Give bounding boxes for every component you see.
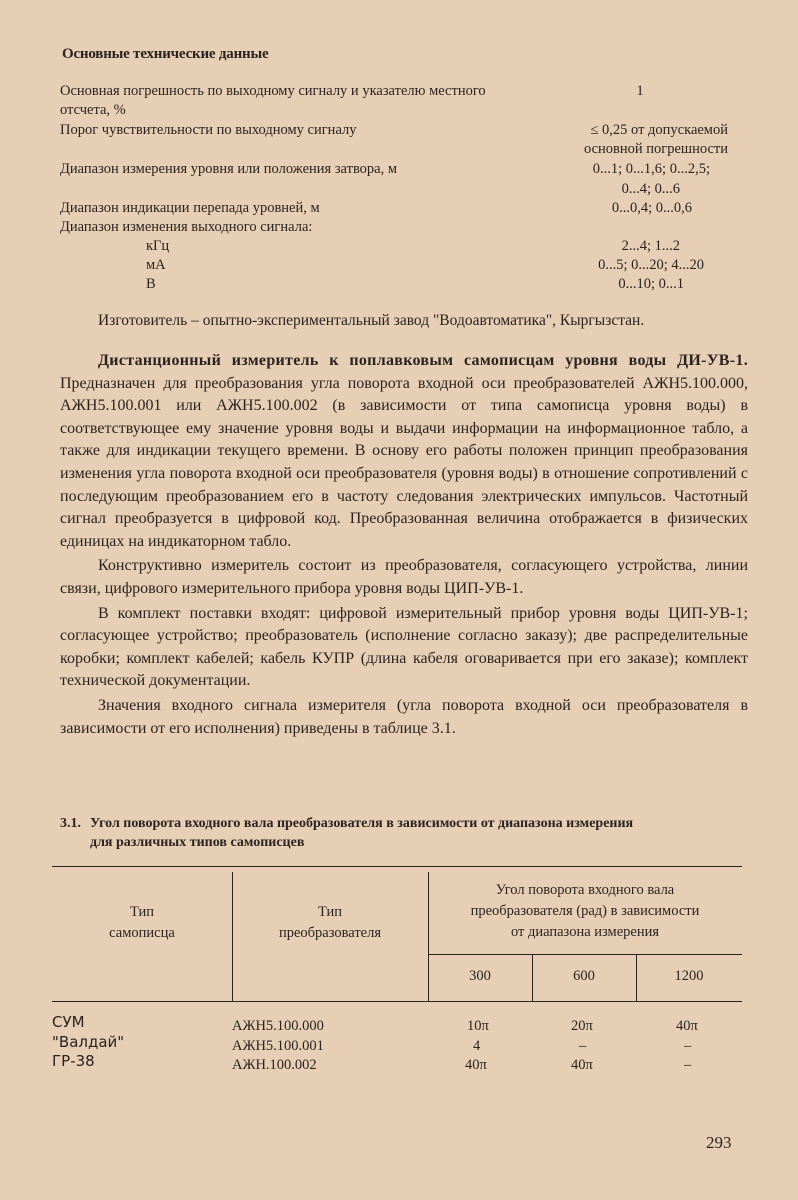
header-angle-line-3: от диапазона измерения [510, 924, 660, 940]
table-row [52, 1057, 752, 1075]
cell-600: 40π [571, 1057, 593, 1073]
spec-threshold [60, 121, 740, 159]
cell-600: – [579, 1038, 587, 1054]
recorder-gr38: ГР-38 [52, 1052, 95, 1070]
table-header-rule [52, 1001, 742, 1002]
spec-indication-value: 0...0,4; 0...0,6 [611, 200, 692, 216]
paragraph-1-text: Предназначен для преобразования угла поворота входной оси преобразователей АЖН5.100.000, АЖН5.100.001 или АЖН5.100.002 (в зависимости от типа самописца уровня воды) в соответствующее ему значение уровня воды и выдачи информации на информационное табло, а также для индикации текущего времени. В основу его работы положен принцип преобразования изменения угла поворота входной оси преобразователя (уровня воды) в отношение сопротивлений с последующим преобразованием его в частоту следования электрических импульсов. Частотный сигнал преобразуется в цифровой код. Преобразованная величина отображается в физических единицах на индикаторном табло. [60, 374, 748, 550]
header-range-600: 600 [573, 968, 595, 984]
spec-output-value-khz: 2...4; 1...2 [621, 238, 680, 254]
spec-range-label: Диапазон измерения уровня или положения затвора, м [60, 161, 398, 177]
description-text [60, 350, 748, 740]
cell-converter: АЖН.100.002 [232, 1057, 317, 1073]
cell-converter: АЖН5.100.000 [232, 1018, 324, 1034]
recorder-valdai: "Валдай" [52, 1033, 125, 1051]
paragraph-2: Конструктивно измеритель состоит из преобразователя, согласующего устройства, линии связи, цифрового измерительного прибора уровня воды ЦИП-УВ-1. [60, 557, 748, 597]
paragraph-1 [60, 350, 748, 553]
cell-1200: 40π [676, 1018, 698, 1034]
header-angle-line-2: преобразователя (рад) в зависимости [470, 903, 700, 919]
spec-accuracy-label: Основная погрешность по выходному сигналу и указателю местного отсчета, % [60, 83, 486, 118]
cell-300: 4 [473, 1038, 481, 1054]
spec-threshold-label: Порог чувствительности по выходному сигналу [60, 122, 357, 138]
manufacturer-note: Изготовитель – опытно-экспериментальный завод "Водоавтоматика", Кыргызстан. [98, 312, 645, 329]
spec-indication [60, 199, 740, 218]
table-caption [60, 814, 750, 852]
spec-range [60, 160, 740, 198]
header-rotation-angle [428, 880, 742, 943]
table-row [52, 1018, 752, 1036]
spec-output [60, 218, 740, 237]
table-caption-line-2: для различных типов самописцев [90, 835, 305, 850]
specs-heading: Основные технические данные [62, 46, 269, 62]
spec-threshold-value-1: ≤ 0,25 от допускаемой [590, 122, 728, 138]
cell-300: 40π [465, 1057, 487, 1073]
device-title: Дистанционный измеритель к поплавковым самописцам уровня воды ДИ-УВ-1. [98, 352, 748, 369]
paragraph-4: Значения входного сигнала измерителя (угла поворота входной оси преобразователя в зависимости от его исполнения) приведены в таблице 3.1. [60, 696, 748, 737]
header-angle-line-1: Угол поворота входного вала [495, 882, 675, 898]
page-number: 293 [706, 1133, 732, 1152]
spec-accuracy-value: 1 [636, 83, 644, 99]
paragraph-3: В комплект поставки входят: цифровой измерительный прибор уровня воды ЦИП-УВ-1; согласующее устройство; преобразователь (исполнение согласно заказу); две распределительные коробки; комплект кабелей; кабель КУПР (длина кабеля оговаривается при его заказе); комплект технической документации. [60, 604, 748, 690]
header-recorder-line-1: Тип [129, 904, 154, 920]
table-row [52, 1038, 752, 1056]
cell-1200: – [684, 1057, 692, 1073]
cell-converter: АЖН5.100.001 [232, 1038, 324, 1054]
header-converter-line-1: Тип [317, 904, 342, 920]
spec-output-label: Диапазон изменения выходного сигнала: [60, 219, 313, 235]
header-range-1200: 1200 [674, 968, 704, 984]
spec-range-value-1: 0...1; 0...1,6; 0...2,5; [592, 161, 710, 177]
spec-indication-label: Диапазон индикации перепада уровней, м [60, 200, 320, 216]
header-recorder-line-2: самописца [109, 925, 175, 941]
spec-threshold-value-2: основной погрешности [583, 141, 728, 157]
cell-600: 20π [571, 1018, 593, 1034]
header-converter-type [232, 902, 428, 944]
spec-output-value-v: 0...10; 0...1 [618, 276, 684, 292]
data-table-header [52, 866, 742, 1006]
table-number: 3.1. [60, 816, 81, 831]
recorder-sum: СУМ [52, 1013, 85, 1031]
spec-output-value-ma: 0...5; 0...20; 4...20 [598, 257, 704, 273]
cell-1200: – [684, 1038, 692, 1054]
table-top-rule [52, 866, 742, 867]
header-converter-line-2: преобразователя [278, 925, 382, 941]
table-subheader-rule [428, 954, 742, 955]
cell-300: 10π [467, 1018, 489, 1034]
spec-output-unit-ma: мА [146, 257, 166, 273]
spec-range-value-2: 0...4; 0...6 [621, 181, 680, 197]
header-recorder-type [52, 902, 232, 944]
spec-accuracy [60, 82, 740, 120]
header-range-300: 300 [469, 968, 491, 984]
spec-output-unit-v: В [146, 276, 156, 292]
table-caption-line-1: Угол поворота входного вала преобразователя в зависимости от диапазона измерения [90, 816, 634, 831]
spec-output-unit-khz: кГц [146, 238, 170, 254]
